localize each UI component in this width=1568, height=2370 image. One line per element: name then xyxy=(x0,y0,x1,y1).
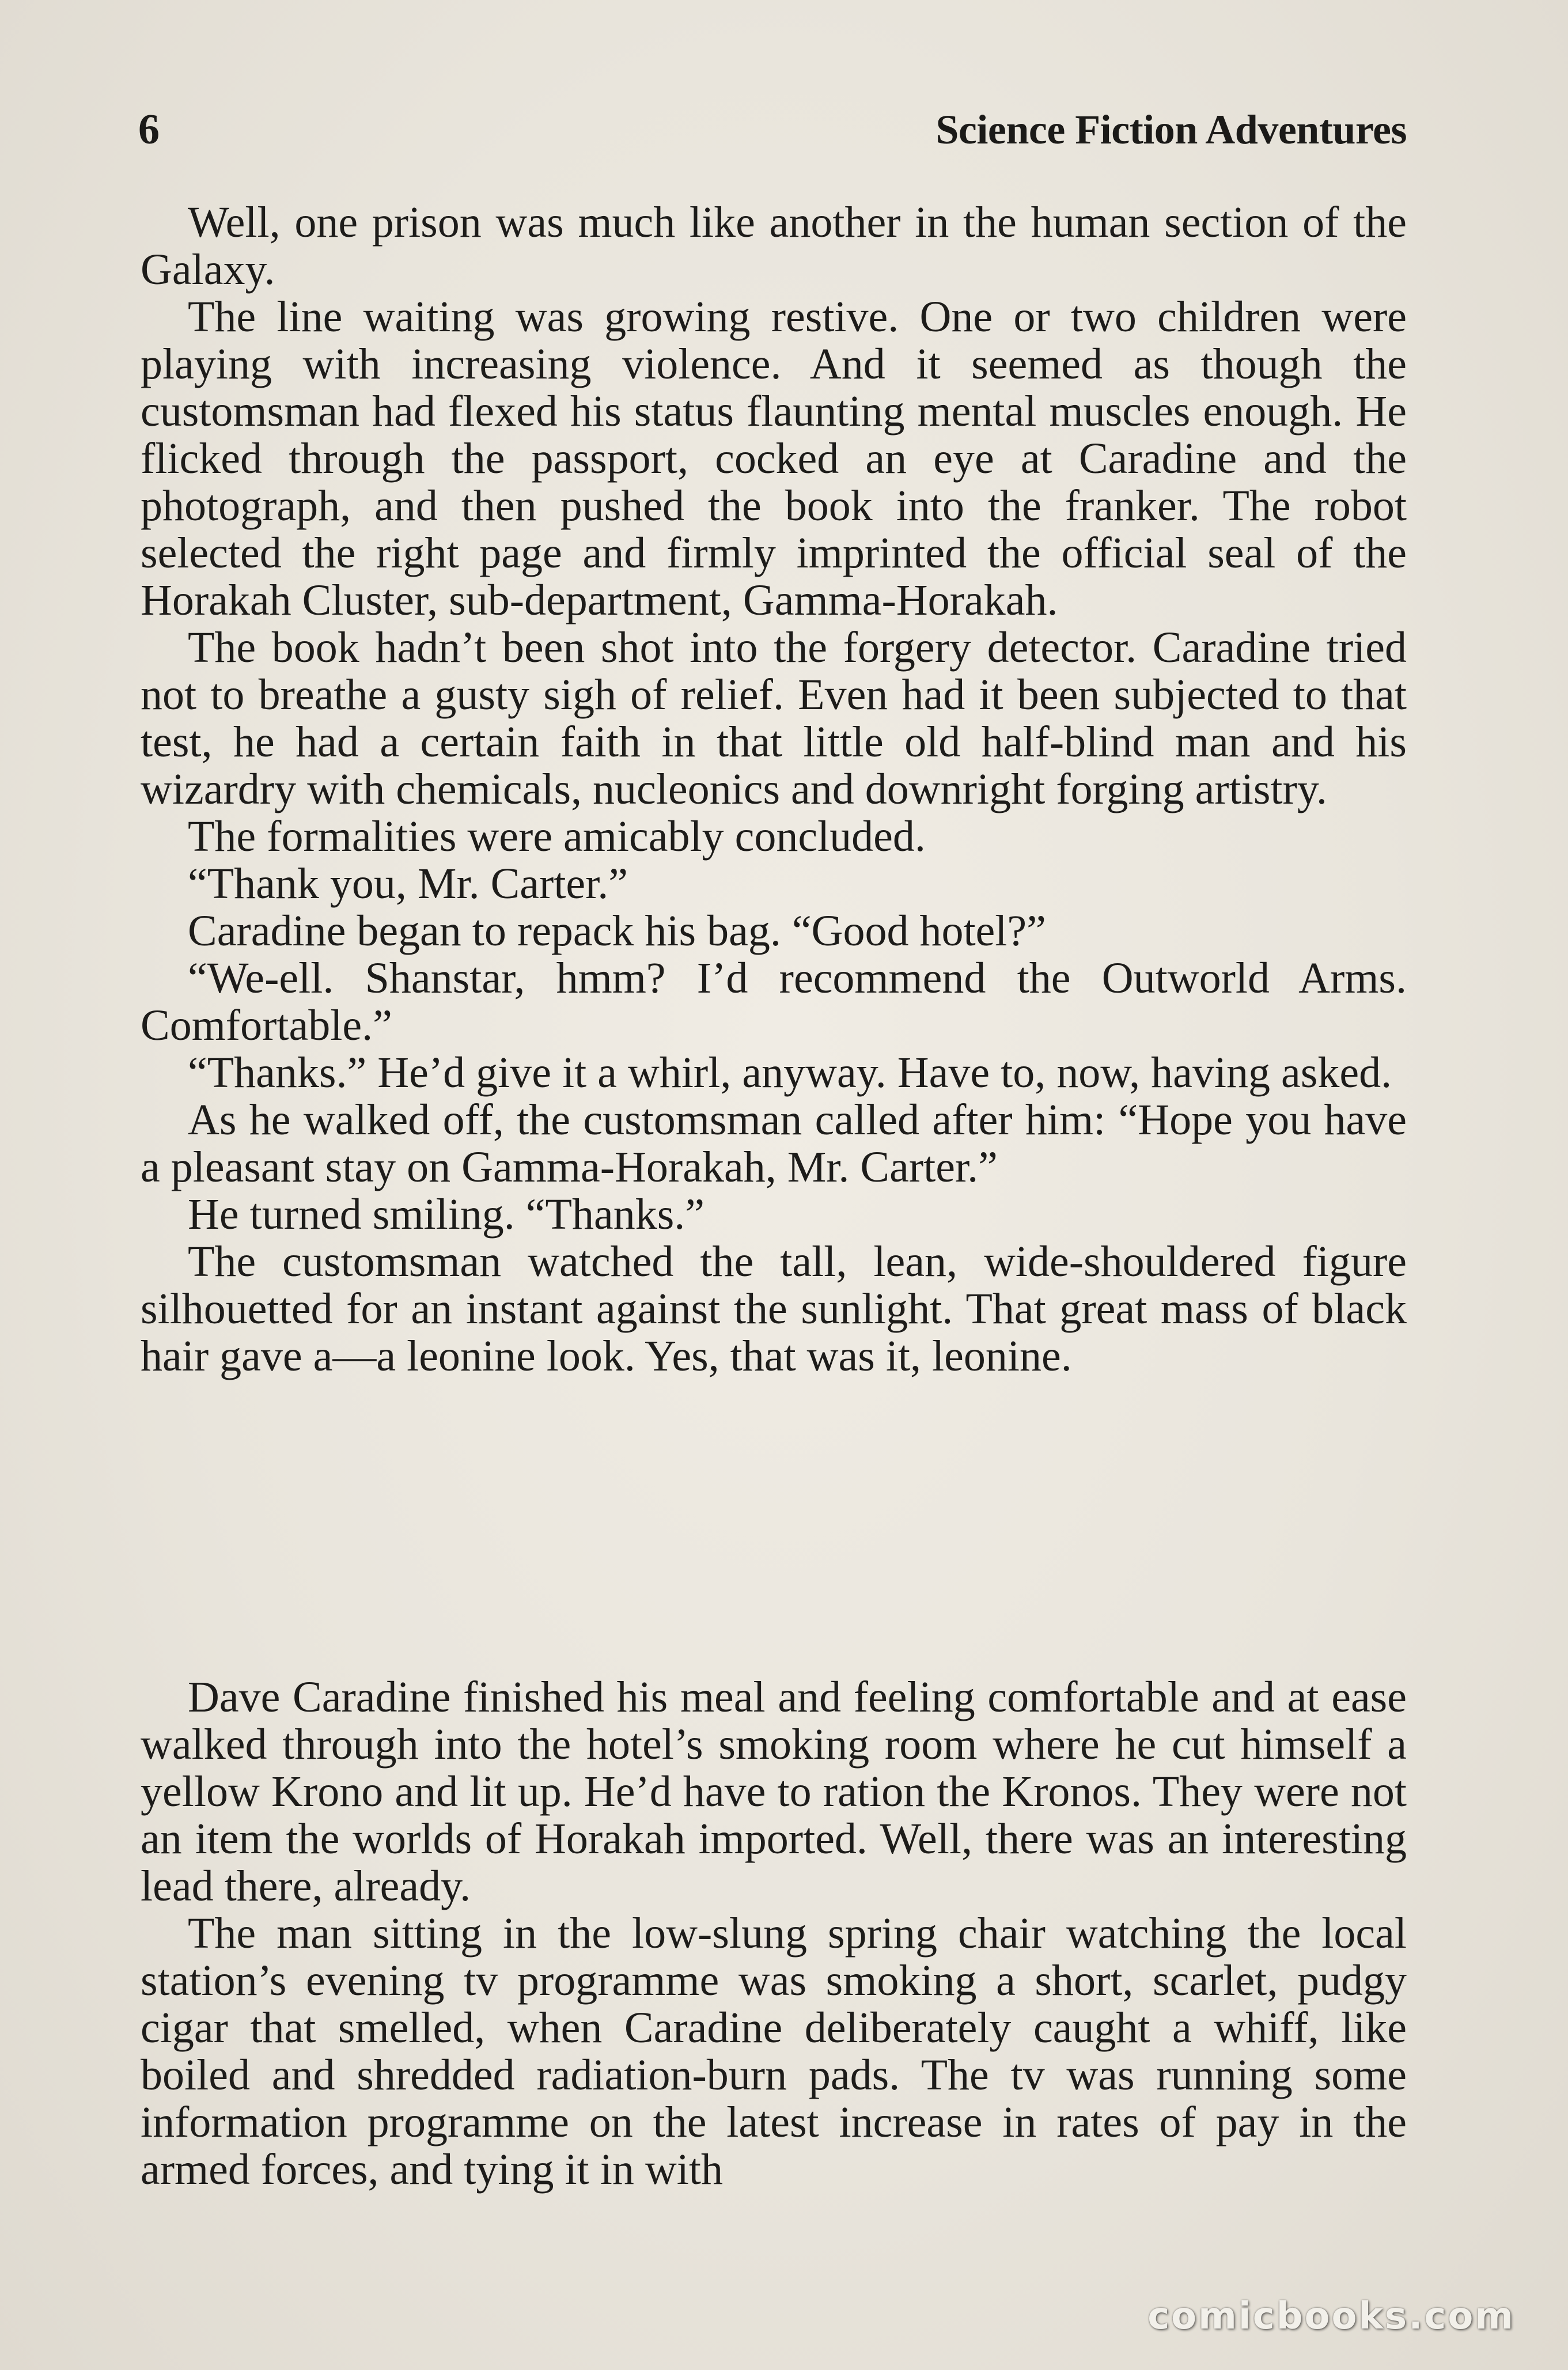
watermark-text: comicbooks.com xyxy=(1147,2295,1515,2338)
running-head-title: Science Fiction Adventures xyxy=(936,107,1407,153)
paragraph: Well, one prison was much like another in the human section of the Galaxy. xyxy=(141,198,1407,294)
paragraph: As he walked off, the customsman called after him: “Hope you have a pleasant stay on Gamma-Horakah, Mr. Carter.” xyxy=(141,1096,1407,1191)
paragraph: “Thank you, Mr. Carter.” xyxy=(188,860,628,908)
paragraph: The customsman watched the tall, lean, wide-shouldered figure silhouetted for an instant against the sunlight. That great mass of black hair gave a—a leonine look. Yes, that was it, leonine. xyxy=(141,1237,1407,1380)
text-section-2 xyxy=(141,1674,1407,2193)
paragraph: “Thanks.” He’d give it a whirl, anyway. Have to, now, having asked. xyxy=(188,1048,1392,1097)
paragraph: “We-ell. Shanstar, hmm? I’d recommend the Outworld Arms. Comfortable.” xyxy=(141,954,1407,1050)
paragraph: The man sitting in the low-slung spring chair watching the local station’s evening tv programme was smoking a short, scarlet, pudgy cigar that smelled, when Caradine deliberately caught a whiff, like boiled and shredded radiation-burn pads. The tv was running some information programme on the latest increase in rates of pay in the armed forces, and tying it in with xyxy=(141,1909,1407,2194)
paragraph: He turned smiling. “Thanks.” xyxy=(188,1190,705,1239)
page-number: 6 xyxy=(138,106,160,153)
page-header xyxy=(138,104,1407,156)
paragraph: The formalities were amicably concluded. xyxy=(188,812,926,861)
paragraph: The line waiting was growing restive. One or two children were playing with increasing violence. And it seemed as though the customsman had flexed his status flaunting mental muscles enough. He flicked through the passport, cocked an eye at Caradine and the photograph, and then pushed the book into the franker. The robot selected the right page and firmly imprinted the official seal of the Horakah Cluster, sub-department, Gamma-Horakah. xyxy=(141,293,1407,624)
paragraph: The book hadn’t been shot into the forgery detector. Caradine tried not to breathe a gusty sigh of relief. Even had it been subjected to that test, he had a certain faith in that little old half-blind man and his wizardry with chemicals, nucleonics and downright forging artistry. xyxy=(141,623,1407,813)
text-section-1 xyxy=(141,199,1407,1380)
paragraph: Caradine began to repack his bag. “Good hotel?” xyxy=(188,907,1046,955)
paragraph: Dave Caradine finished his meal and feeling comfortable and at ease walked through into the hotel’s smoking room where he cut himself a yellow Krono and lit up. He’d have to ration the Kronos. They were not an item the worlds of Horakah imported. Well, there was an interesting lead there, already. xyxy=(141,1673,1407,1910)
